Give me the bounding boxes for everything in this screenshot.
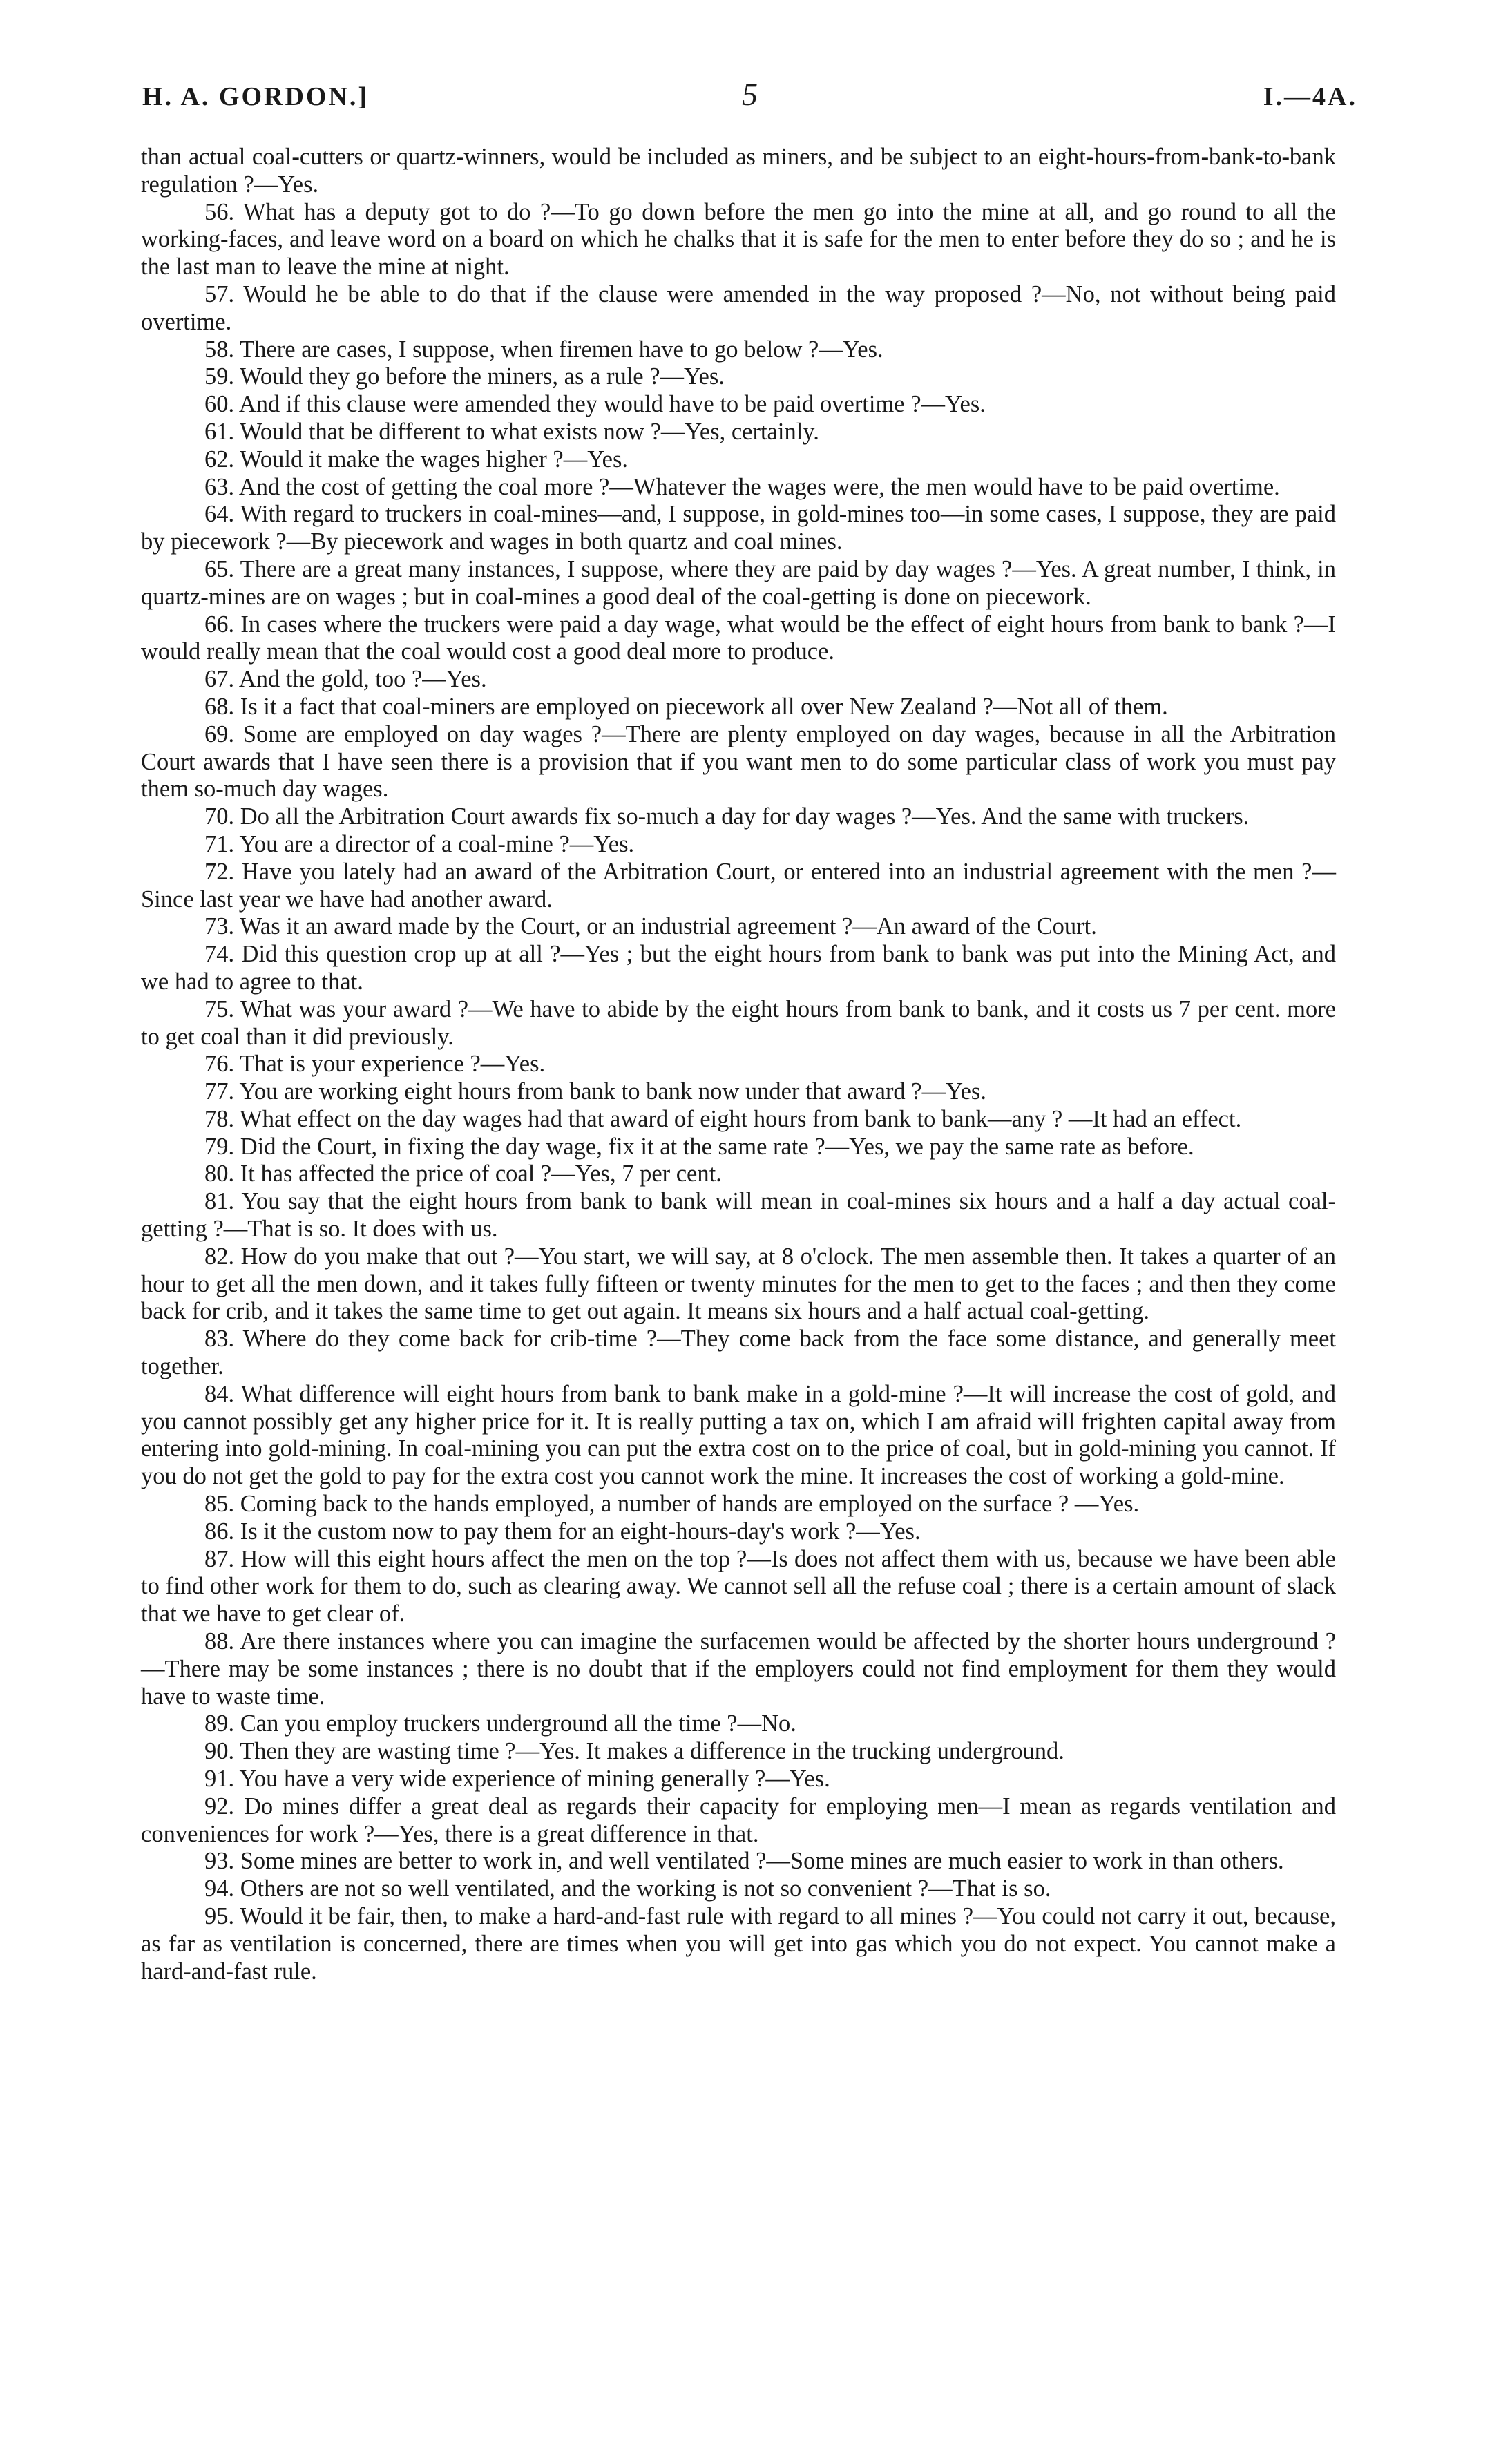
page-header <box>142 77 1357 123</box>
question-81: 81. You say that the eight hours from bank to bank will mean in coal-mines six hours and a half a day actual coal-getting ?—That is so. It does with us. <box>141 1188 1336 1243</box>
header-page-number: 5 <box>742 77 758 112</box>
question-78: 78. What effect on the day wages had that award of eight hours from bank to bank—any ? —It had an effect. <box>204 1105 1242 1132</box>
question-73: 73. Was it an award made by the Court, or an industrial agreement ?—An award of the Court. <box>204 913 1097 940</box>
question-90: 90. Then they are wasting time ?—Yes. It makes a difference in the trucking underground. <box>204 1738 1064 1765</box>
question-87: 87. How will this eight hours affect the men on the top ?—Is does not affect them with us, because we have been able to find other work for them to do, such as clearing away. We cannot sell all the refuse coal ; there is a certain amount of slack that we have to get clear of. <box>141 1545 1336 1627</box>
question-75: 75. What was your award ?—We have to abide by the eight hours from bank to bank, and it costs us 7 per cent. more to get coal than it did previously. <box>141 995 1336 1050</box>
question-84: 84. What difference will eight hours from bank to bank make in a gold-mine ?—It will increase the cost of gold, and you cannot possibly get any higher price for it. It is really putting a tax on, which I am afraid will frighten capital away from entering into gold-mining. In coal-mining you can put the extra cost on to the price of coal, but in gold-mining you cannot. If you do not get the gold to pay for the extra cost you cannot work the mine. It increases the cost of working a gold-mine. <box>141 1380 1336 1490</box>
question-59: 59. Would they go before the miners, as a rule ?—Yes. <box>204 363 725 390</box>
question-63: 63. And the cost of getting the coal more ?—Whatever the wages were, the men would have to be paid overtime. <box>204 473 1280 500</box>
question-60: 60. And if this clause were amended they would have to be paid overtime ?—Yes. <box>204 391 986 418</box>
question-65: 65. There are a great many instances, I suppose, where they are paid by day wages ?—Yes. A great number, I think, in quartz-mines are on wages ; but in coal-mines a good deal of the coal-getting is done on piecework. <box>141 555 1336 610</box>
question-93: 93. Some mines are better to work in, and well ventilated ?—Some mines are much easier to work in than others. <box>204 1848 1284 1875</box>
question-88: 88. Are there instances where you can imagine the surfacemen would be affected by the shorter hours underground ?—There may be some instances ; there is no doubt that if the employers could not find employment for them they would have to waste time. <box>141 1628 1336 1710</box>
question-89: 89. Can you employ truckers underground all the time ?—No. <box>204 1710 796 1737</box>
question-86: 86. Is it the custom now to pay them for an eight-hours-day's work ?—Yes. <box>204 1518 921 1545</box>
question-72: 72. Have you lately had an award of the Arbitration Court, or entered into an industrial agreement with the men ?—Since last year we have had another award. <box>141 858 1336 913</box>
header-document-reference: I.—4A. <box>1263 82 1357 111</box>
question-76: 76. That is your experience ?—Yes. <box>204 1051 546 1078</box>
question-91: 91. You have a very wide experience of mining generally ?—Yes. <box>204 1766 830 1793</box>
question-71: 71. You are a director of a coal-mine ?—Yes. <box>204 830 635 857</box>
question-67: 67. And the gold, too ?—Yes. <box>204 666 487 693</box>
question-61: 61. Would that be different to what exists now ?—Yes, certainly. <box>204 418 819 445</box>
question-66: 66. In cases where the truckers were paid a day wage, what would be the effect of eight hours from bank to bank ?—I would really mean that the coal would cost a good deal more to produce. <box>141 611 1336 665</box>
question-62: 62. Would it make the wages higher ?—Yes. <box>204 446 629 472</box>
header-witness-name: H. A. GORDON.] <box>142 82 370 111</box>
question-94: 94. Others are not so well ventilated, and the working is not so convenient ?—That is so. <box>204 1875 1051 1902</box>
document-body <box>141 144 1336 1985</box>
question-92: 92. Do mines differ a great deal as regards their capacity for employing men—I mean as regards ventilation and conveniences for work ?—Yes, there is a great difference in that. <box>141 1793 1336 1847</box>
question-58: 58. There are cases, I suppose, when firemen have to go below ?—Yes. <box>204 336 883 363</box>
question-95: 95. Would it be fair, then, to make a hard-and-fast rule with regard to all mines ?—You could not carry it out, because, as far as ventilation is concerned, there are times when you will get into gas which you do not expect. You cannot make a hard-and-fast rule. <box>141 1903 1336 1985</box>
question-77: 77. You are working eight hours from bank to bank now under that award ?—Yes. <box>204 1078 986 1105</box>
question-82: 82. How do you make that out ?—You start, we will say, at 8 o'clock. The men assemble then. It takes a quarter of an hour to get all the men down, and it takes fully fifteen or twenty minutes for the men to get to the faces ; and then they come back for crib, and it takes the same time to get out again. It means six hours and a half actual coal-getting. <box>141 1243 1336 1325</box>
question-85: 85. Coming back to the hands employed, a number of hands are employed on the surface ? —Yes. <box>204 1491 1140 1518</box>
continued-paragraph: than actual coal-cutters or quartz-winners, would be included as miners, and be subject to an eight-hours-from-bank-to-bank regulation ?—Yes. <box>141 144 1336 198</box>
question-57: 57. Would he be able to do that if the clause were amended in the way proposed ?—No, not without being paid overtime. <box>141 280 1336 335</box>
question-83: 83. Where do they come back for crib-time ?—They come back from the face some distance, and generally meet together. <box>141 1326 1336 1380</box>
question-80: 80. It has affected the price of coal ?—Yes, 7 per cent. <box>204 1161 722 1187</box>
question-79: 79. Did the Court, in fixing the day wage, fix it at the same rate ?—Yes, we pay the same rate as before. <box>204 1133 1194 1160</box>
question-74: 74. Did this question crop up at all ?—Yes ; but the eight hours from bank to bank was put into the Mining Act, and we had to agree to that. <box>141 941 1336 995</box>
question-64: 64. With regard to truckers in coal-mines—and, I suppose, in gold-mines too—in some cases, I suppose, they are paid by piecework ?—By piecework and wages in both quartz and coal mines. <box>141 501 1336 555</box>
question-68: 68. Is it a fact that coal-miners are employed on piecework all over New Zealand ?—Not all of them. <box>204 693 1168 720</box>
question-70: 70. Do all the Arbitration Court awards fix so-much a day for day wages ?—Yes. And the same with truckers. <box>204 803 1250 830</box>
question-56: 56. What has a deputy got to do ?—To go down before the men go into the mine at all, and go round to all the working-faces, and leave word on a board on which he chalks that it is safe for the men to enter before they do so ; and he is the last man to leave the mine at night. <box>141 198 1336 280</box>
question-69: 69. Some are employed on day wages ?—There are plenty employed on day wages, because in all the Arbitration Court awards that I have seen there is a provision that if you want men to do some particular class of work you must pay them so-much day wages. <box>141 720 1336 803</box>
